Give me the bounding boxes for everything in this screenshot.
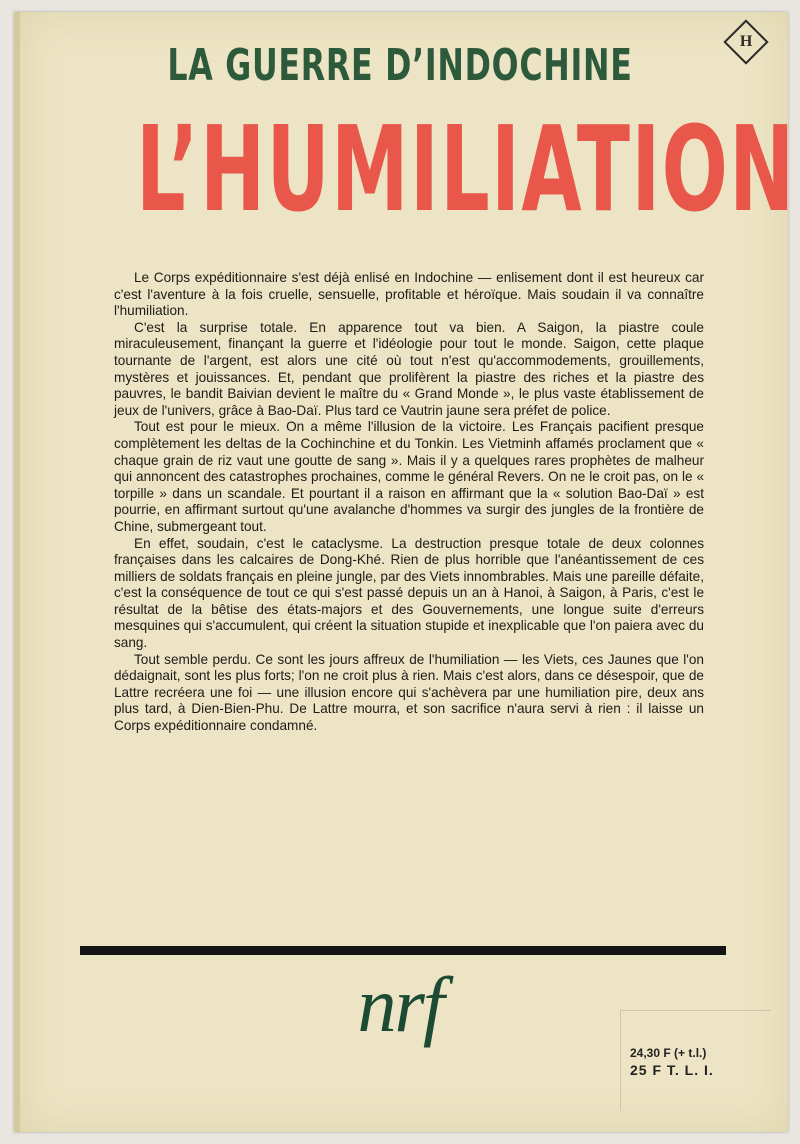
- series-title: LA GUERRE D’INDOCHINE: [167, 40, 633, 91]
- nrf-logo: nrf: [357, 961, 443, 1048]
- blurb-paragraph: Tout est pour le mieux. On a même l'illusion de la victoire. Les Français pacifient presque complètement les deltas de la Cochinchine et du Tonkin. Les Vietminh affamés proclament que « chaque grain de riz vaut une goutte de sang ». Mais il y a quelques rares prophètes de malheur qui annoncent des catastrophes prochaines, comme le général Revers. On ne le croit pas, on le « torpille » dans un scandale. Et pourtant il a raison en affirmant que la « solution Bao-Daï » est pourrie, en affirmant surtout qu'une avalanche d'hommes va surgir des jungles de la frontière de Chine, submergeant tout.: [114, 419, 704, 534]
- blurb-paragraph: Le Corps expéditionnaire s'est déjà enlisé en Indochine — enlisement dont il est heureux car c'est l'aventure à la fois cruelle, sensuelle, profitable et héroïque. Mais soudain il va connaître l'humiliation.: [114, 270, 704, 319]
- book-title: L’HUMILIATION: [136, 100, 796, 238]
- publisher-mark-letter: H: [739, 32, 753, 50]
- blurb-paragraph: En effet, soudain, c'est le cataclysme. La destruction presque totale de deux colonnes françaises dans les calcaires de Dong-Khé. Rien de plus horrible que l'anéantissement de ces milliers de soldats français en pleine jungle, par des Viets innombrables. Mais une pareille défaite, c'est la conséquence de tout ce qui s'est passé depuis un an à Hanoi, à Saigon, à Paris, c'est le résultat de la bêtise des états-majors et des Gouvernements, une longue suite d'erreurs mesquines qui s'accumulent, qui créent la situation stupide et inexplicable que l'on paiera avec du sang.: [114, 535, 704, 651]
- blurb-paragraph: Tout semble perdu. Ce sont les jours affreux de l'humiliation — les Viets, ces Jaunes que l'on dédaignait, sont les plus forts; l'on ne croit plus à rien. Mais c'est alors, dans ce désespoir, que de Lattre recréera une foi — une illusion encore qui s'achèvera par une humiliation pire, deux ans plus tard, à Dien-Bien-Phu. De Lattre mourra, et son sacrifice n'aura servi à rien : il laisse un Corps expéditionnaire condamné.: [114, 651, 704, 734]
- price-sticker: [620, 1010, 771, 1111]
- horizontal-divider: [80, 946, 726, 955]
- price-line-2: 25 F T. L. I.: [630, 1062, 714, 1078]
- blurb-paragraph: C'est la surprise totale. En apparence tout va bien. A Saigon, la piastre coule miraculeusement, finançant la guerre et l'idéologie pour tout le monde. Saigon, cette plaque tournante de l'argent, est alors une cité où tout n'est qu'accommodements, grouillements, mystères et jouissances. Et, pendant que prolifèrent la piastre des riches et la piastre des pauvres, le bandit Baivian devient le maître du « Grand Monde », le plus vaste établissement de jeux de l'univers, grâce à Bao-Daï. Plus tard ce Vautrin jaune sera préfet de police.: [114, 319, 704, 418]
- price-line-1: 24,30 F (+ t.l.): [630, 1046, 707, 1060]
- back-cover-blurb: [114, 270, 704, 735]
